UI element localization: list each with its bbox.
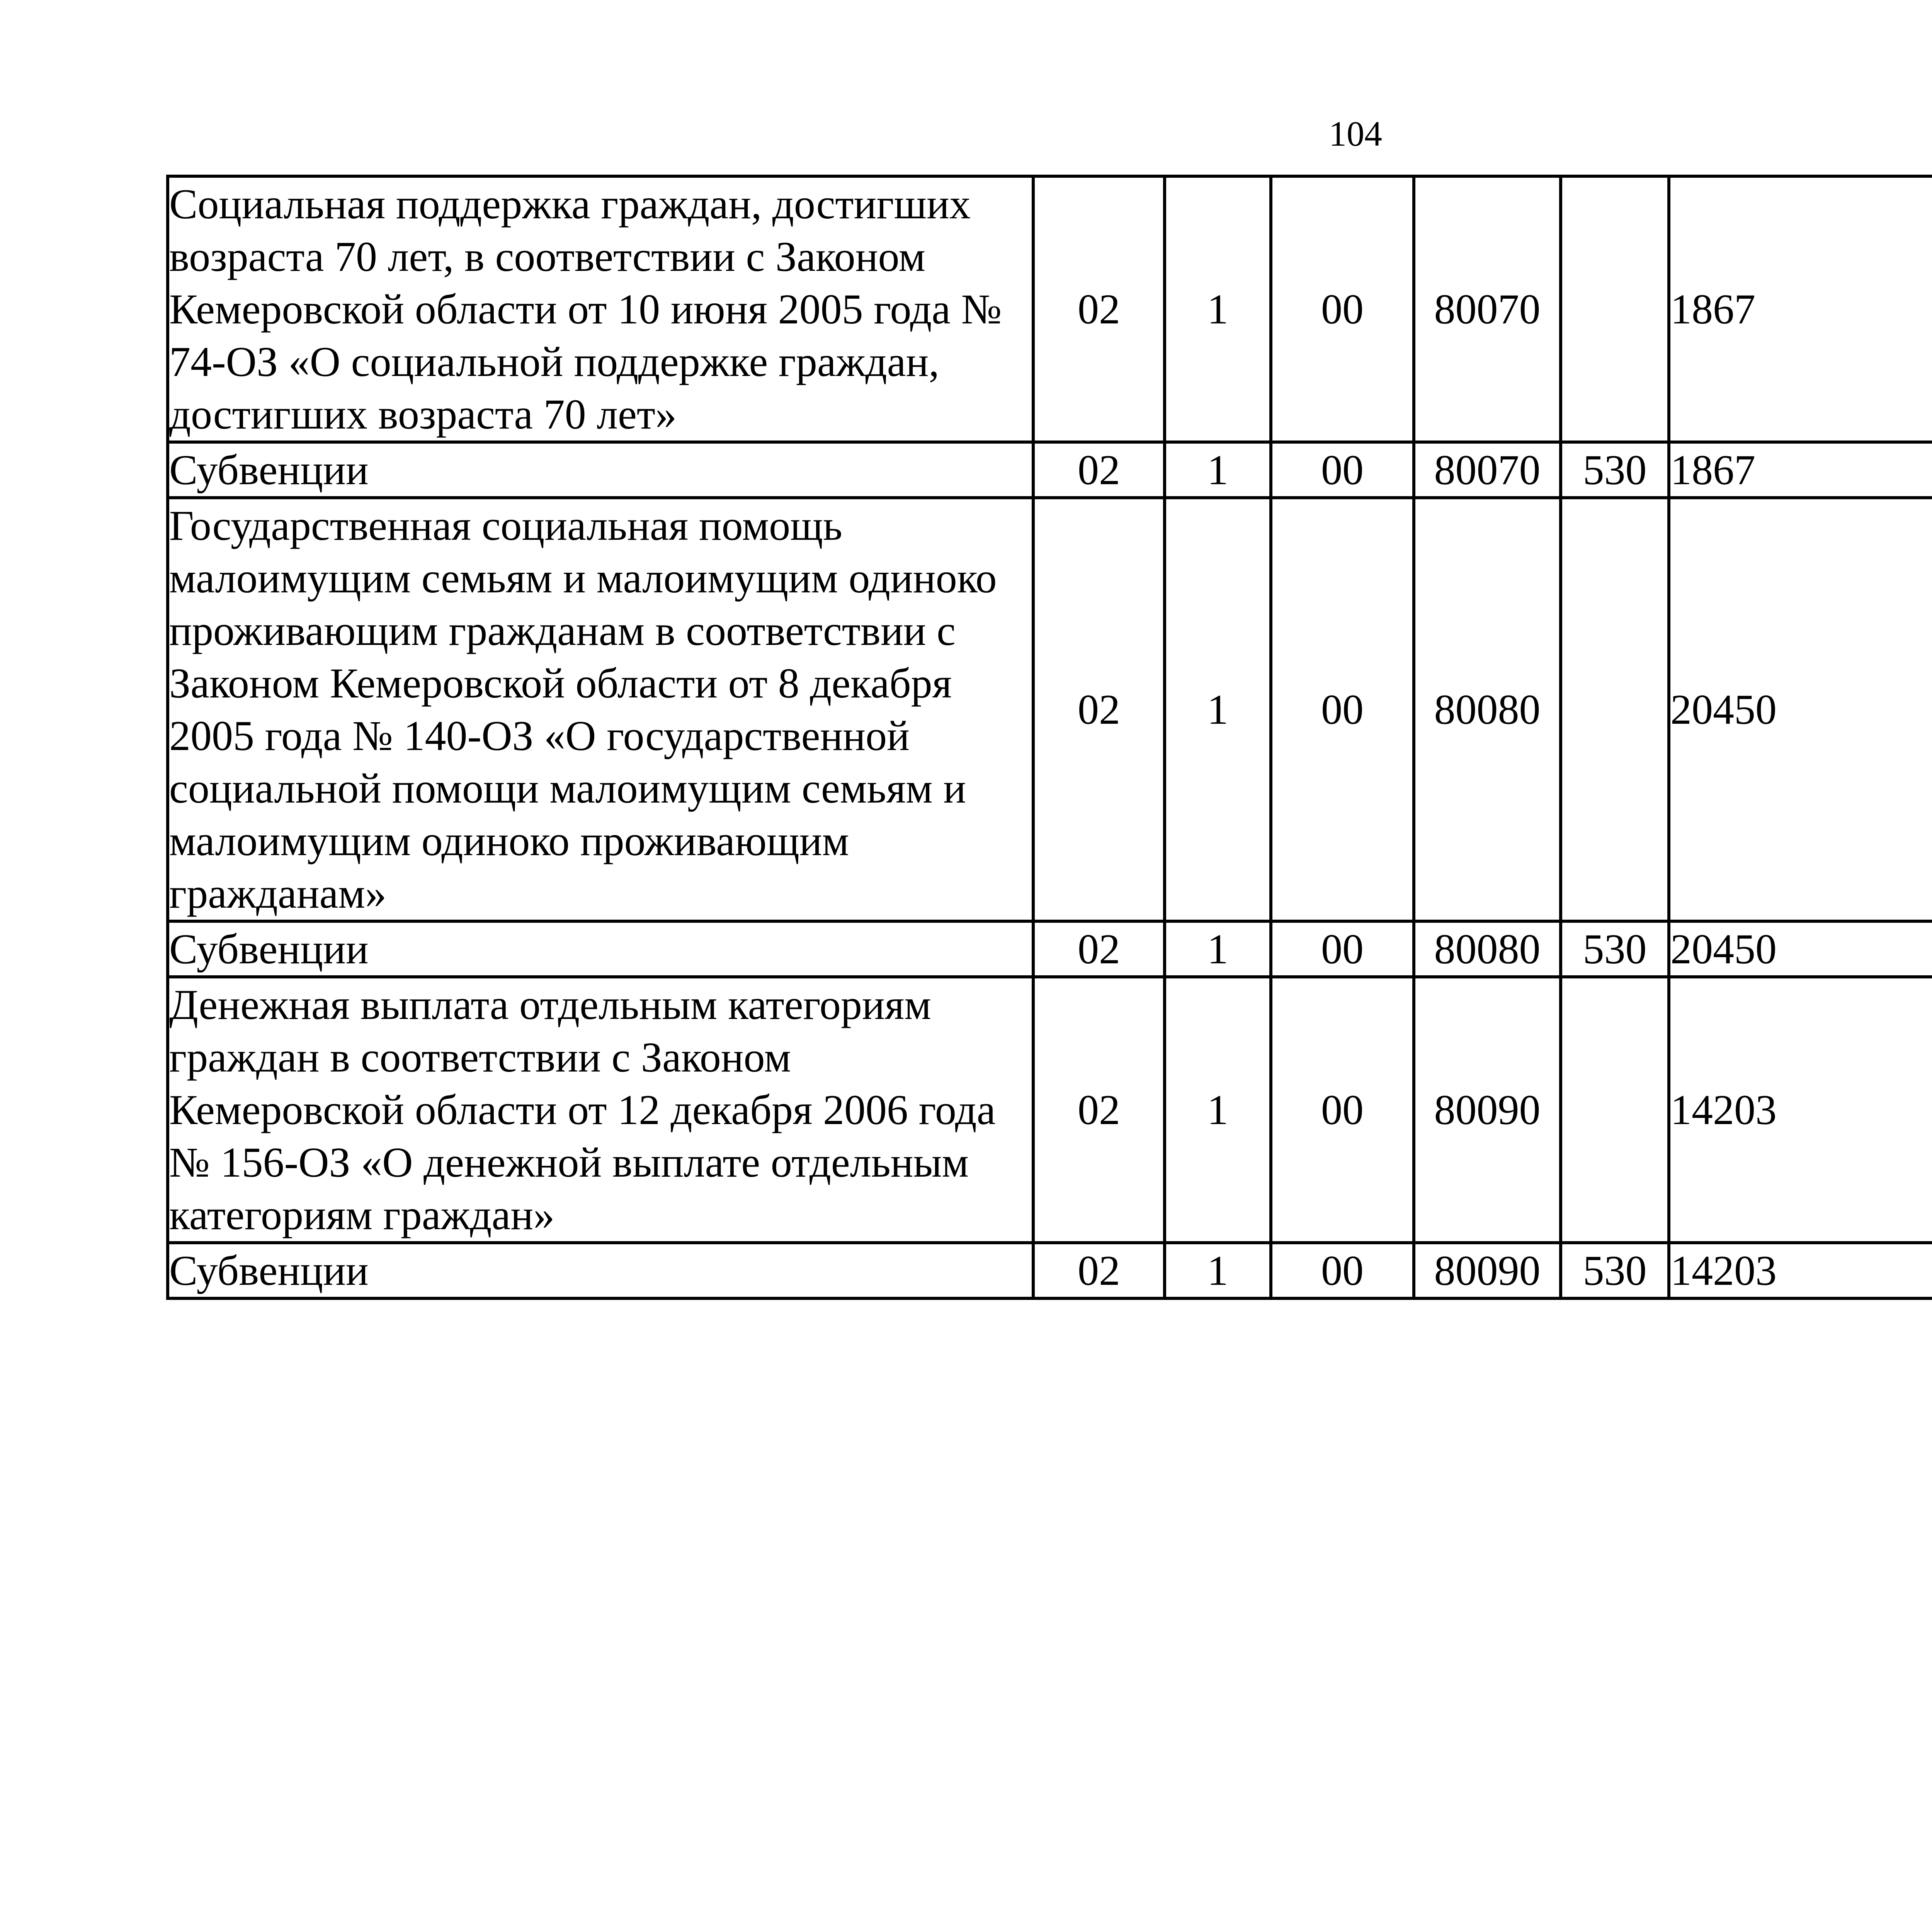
expense-type-cell: 530 — [1561, 1243, 1669, 1298]
table-row — [168, 1243, 1932, 1298]
section-code-cell: 02 — [1033, 176, 1165, 442]
expense-type-cell: 530 — [1561, 921, 1669, 977]
amount-cell-1: 14203 — [1669, 1243, 1932, 1298]
direction-code-cell: 80080 — [1414, 921, 1561, 977]
section-code-cell: 02 — [1033, 921, 1165, 977]
program-code-cell: 1 — [1165, 1243, 1271, 1298]
program-code-cell: 1 — [1165, 498, 1271, 921]
amount-cell-1: 14203 — [1669, 977, 1932, 1243]
amount-cell-1: 20450 — [1669, 498, 1932, 921]
subprogram-code-cell: 00 — [1271, 176, 1414, 442]
direction-code-cell: 80070 — [1414, 176, 1561, 442]
program-code-cell: 1 — [1165, 442, 1271, 498]
section-code-cell: 02 — [1033, 1243, 1165, 1298]
row-name-cell: Субвенции — [168, 442, 1033, 498]
row-name-cell: Субвенции — [168, 921, 1033, 977]
table-row — [168, 977, 1932, 1243]
subprogram-code-cell: 00 — [1271, 977, 1414, 1243]
expense-type-cell — [1561, 977, 1669, 1243]
table-row — [168, 498, 1932, 921]
subprogram-code-cell: 00 — [1271, 921, 1414, 977]
page-number: 104 — [1329, 114, 1382, 153]
table-row — [168, 176, 1932, 442]
direction-code-cell: 80090 — [1414, 977, 1561, 1243]
table-row — [168, 442, 1932, 498]
row-name-cell: Денежная выплата отдельным категориям граждан в соответствии с Законом Кемеровской области от 12 декабря 2006 года № 156-ОЗ «О денежной выплате отдельным категориям граждан» — [168, 977, 1033, 1243]
program-code-cell: 1 — [1165, 921, 1271, 977]
program-code-cell: 1 — [1165, 176, 1271, 442]
amount-cell-1: 20450 — [1669, 921, 1932, 977]
expense-type-cell — [1561, 176, 1669, 442]
expense-type-cell: 530 — [1561, 442, 1669, 498]
subprogram-code-cell: 00 — [1271, 442, 1414, 498]
subprogram-code-cell: 00 — [1271, 1243, 1414, 1298]
section-code-cell: 02 — [1033, 442, 1165, 498]
direction-code-cell: 80090 — [1414, 1243, 1561, 1298]
subprogram-code-cell: 00 — [1271, 498, 1414, 921]
row-name-cell: Государственная социальная помощь малоимущим семьям и малоимущим одиноко проживающим гражданам в соответствии с Законом Кемеровской области от 8 декабря 2005 года № 140-ОЗ «О государственной социальной помощи малоимущим семьям и малоимущим одиноко проживающим гражданам» — [168, 498, 1033, 921]
expense-type-cell — [1561, 498, 1669, 921]
direction-code-cell: 80080 — [1414, 498, 1561, 921]
section-code-cell: 02 — [1033, 977, 1165, 1243]
row-name-cell: Субвенции — [168, 1243, 1033, 1298]
section-code-cell: 02 — [1033, 498, 1165, 921]
amount-cell-1: 1867 — [1669, 442, 1932, 498]
direction-code-cell: 80070 — [1414, 442, 1561, 498]
budget-table — [166, 175, 1932, 1300]
program-code-cell: 1 — [1165, 977, 1271, 1243]
row-name-cell: Социальная поддержка граждан, достигших возраста 70 лет, в соответствии с Законом Кемеровской области от 10 июня 2005 года № 74-ОЗ «О социальной поддержке граждан, достигших возраста 70 лет» — [168, 176, 1033, 442]
table-row — [168, 921, 1932, 977]
amount-cell-1: 1867 — [1669, 176, 1932, 442]
